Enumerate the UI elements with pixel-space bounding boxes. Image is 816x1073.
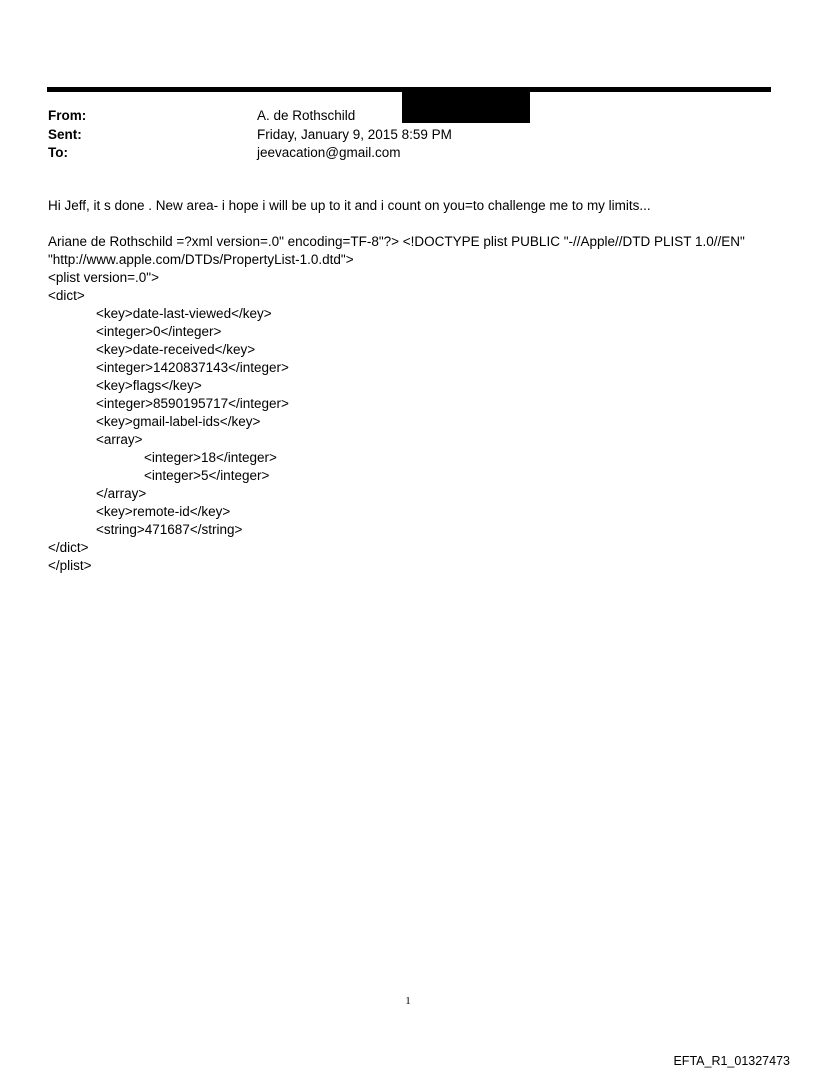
email-body — [48, 197, 768, 575]
greeting-text: Hi Jeff, it s done . New area- i hope i will be up to it and i count on you=to challenge me to my limits... — [48, 198, 651, 213]
sent-label: Sent: — [48, 126, 82, 142]
integer-zero-line: <integer>0</integer> — [96, 324, 222, 339]
to-value: jeevacation@gmail.com — [257, 145, 401, 160]
signature-line: Ariane de Rothschild =?xml version=.0" encoding=TF-8"?> <!DOCTYPE plist PUBLIC "-//Apple//DTD PLIST 1.0//EN" — [48, 234, 745, 249]
to-label: To: — [48, 145, 68, 160]
redaction-block — [402, 89, 530, 123]
page-number: 1 — [405, 995, 411, 1007]
from-label: From: — [48, 108, 87, 123]
key-date-received-line: <key>date-received</key> — [96, 342, 256, 357]
to-row — [48, 144, 748, 163]
dict-close-line: </dict> — [48, 540, 89, 555]
key-gmail-label-ids-line: <key>gmail-label-ids</key> — [96, 414, 261, 429]
from-row — [48, 107, 748, 126]
array-close-line: </array> — [96, 486, 147, 501]
integer-5-line: <integer>5</integer> — [144, 468, 270, 483]
dict-open-line: <dict> — [48, 288, 85, 303]
from-value: A. de Rothschild — [257, 108, 356, 123]
integer-date-received-line: <integer>1420837143</integer> — [96, 360, 289, 375]
array-open-line: <array> — [96, 432, 143, 447]
sent-row — [48, 126, 748, 145]
integer-18-line: <integer>18</integer> — [144, 450, 277, 465]
dtd-url-line: "http://www.apple.com/DTDs/PropertyList-1.0.dtd"> — [48, 252, 354, 267]
sent-value: Friday, January 9, 2015 8:59 PM — [257, 126, 452, 142]
plist-close-line: </plist> — [48, 558, 92, 573]
email-header — [48, 107, 748, 163]
plist-open-line: <plist version=.0"> — [48, 270, 159, 285]
key-flags-line: <key>flags</key> — [96, 378, 202, 393]
string-remote-id-line: <string>471687</string> — [96, 522, 243, 537]
document-id: EFTA_R1_01327473 — [673, 1054, 790, 1068]
integer-flags-line: <integer>8590195717</integer> — [96, 396, 289, 411]
key-date-last-viewed-line: <key>date-last-viewed</key> — [96, 306, 272, 321]
key-remote-id-line: <key>remote-id</key> — [96, 504, 231, 519]
